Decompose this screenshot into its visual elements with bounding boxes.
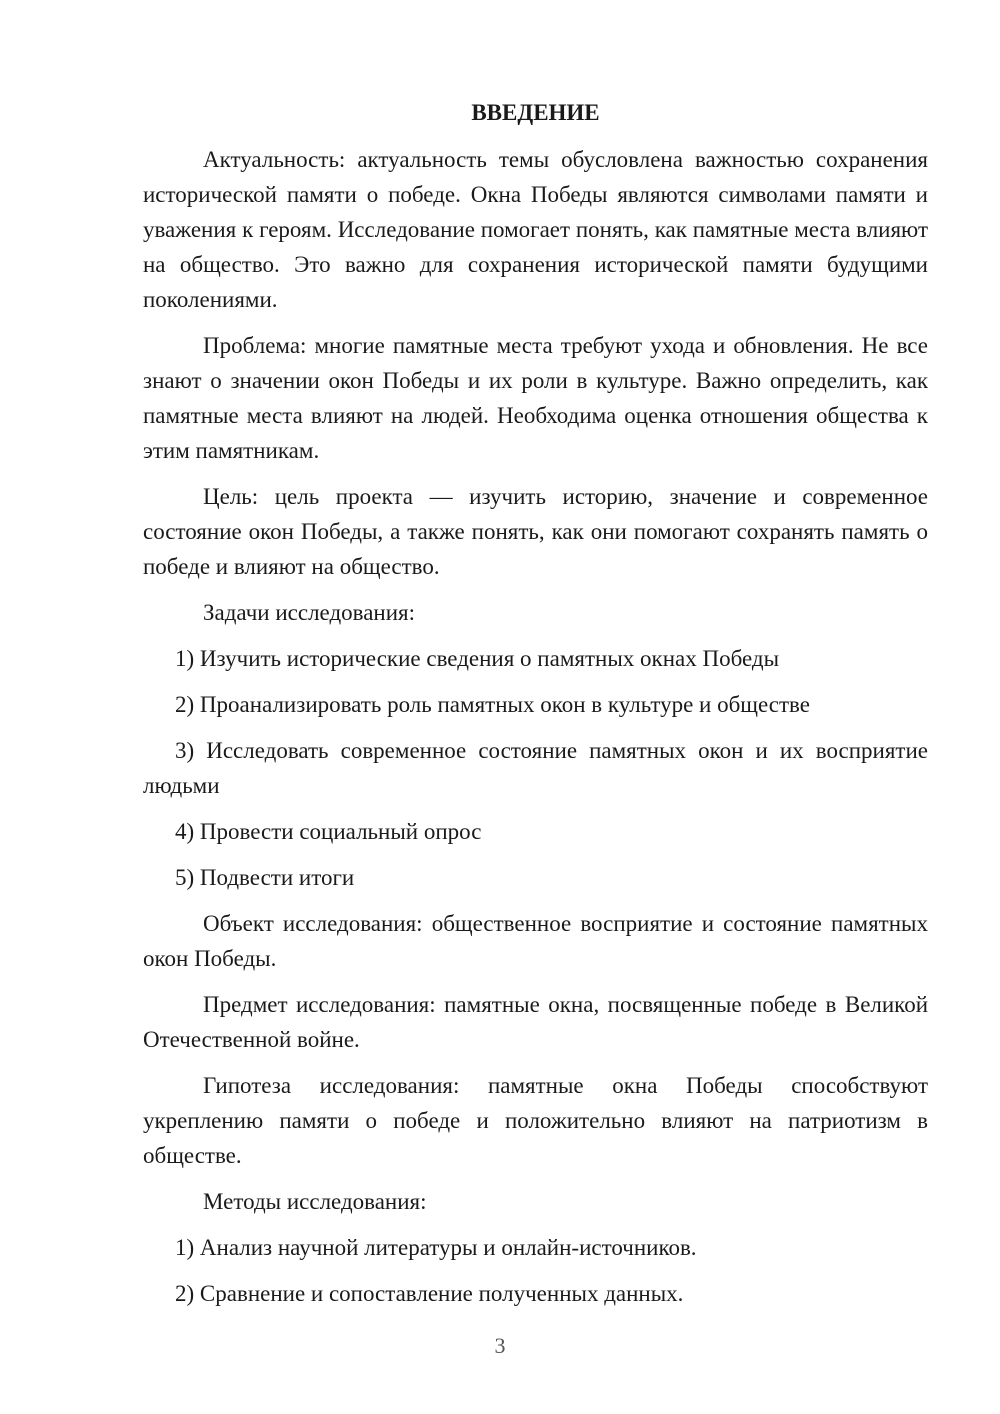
paragraph-hypothesis: Гипотеза исследования: памятные окна Победы способствуют укреплению памяти о победе и положительно влияют на патриотизм в обществе. xyxy=(143,1073,928,1168)
list-item: 4) Провести социальный опрос xyxy=(175,819,482,844)
paragraph-problem: Проблема: многие памятные места требуют ухода и обновления. Не все знают о значении окон Победы и их роли в культуре. Важно определить, как памятные места влияют на людей. Необходима оценка отношения общества к этим памятникам. xyxy=(143,333,928,463)
paragraph-relevance: Актуальность: актуальность темы обусловлена важностью сохранения исторической памяти о победе. Окна Победы являются символами памяти и уважения к героям. Исследование помогает понять, как памятные места влияют на общество. Это важно для сохранения исторической памяти будущими поколениями. xyxy=(143,147,928,312)
list-item: 2) Сравнение и сопоставление полученных данных. xyxy=(175,1281,684,1306)
paragraph-subject: Предмет исследования: памятные окна, посвященные победе в Великой Отечественной войне. xyxy=(143,992,928,1052)
paragraph-object: Объект исследования: общественное восприятие и состояние памятных окон Победы. xyxy=(143,911,928,971)
list-item: 1) Изучить исторические сведения о памятных окнах Победы xyxy=(175,646,780,671)
list-item: 2) Проанализировать роль памятных окон в культуре и обществе xyxy=(175,692,810,717)
page-content xyxy=(143,95,928,1322)
list-item: 5) Подвести итоги xyxy=(175,865,355,890)
paragraph-goal: Цель: цель проекта — изучить историю, значение и современное состояние окон Победы, а также понять, как они помогают сохранять память о победе и влияют на общество. xyxy=(143,484,928,579)
list-item: 3) Исследовать современное состояние памятных окон и их восприятие людьми xyxy=(143,738,928,798)
methods-list xyxy=(143,1230,928,1311)
methods-heading: Методы исследования: xyxy=(203,1189,427,1214)
tasks-heading: Задачи исследования: xyxy=(203,600,416,625)
tasks-list xyxy=(143,641,928,895)
list-item: 1) Анализ научной литературы и онлайн-источников. xyxy=(175,1235,697,1260)
section-title: ВВЕДЕНИЕ xyxy=(471,100,600,125)
page-number: 3 xyxy=(494,1333,506,1358)
